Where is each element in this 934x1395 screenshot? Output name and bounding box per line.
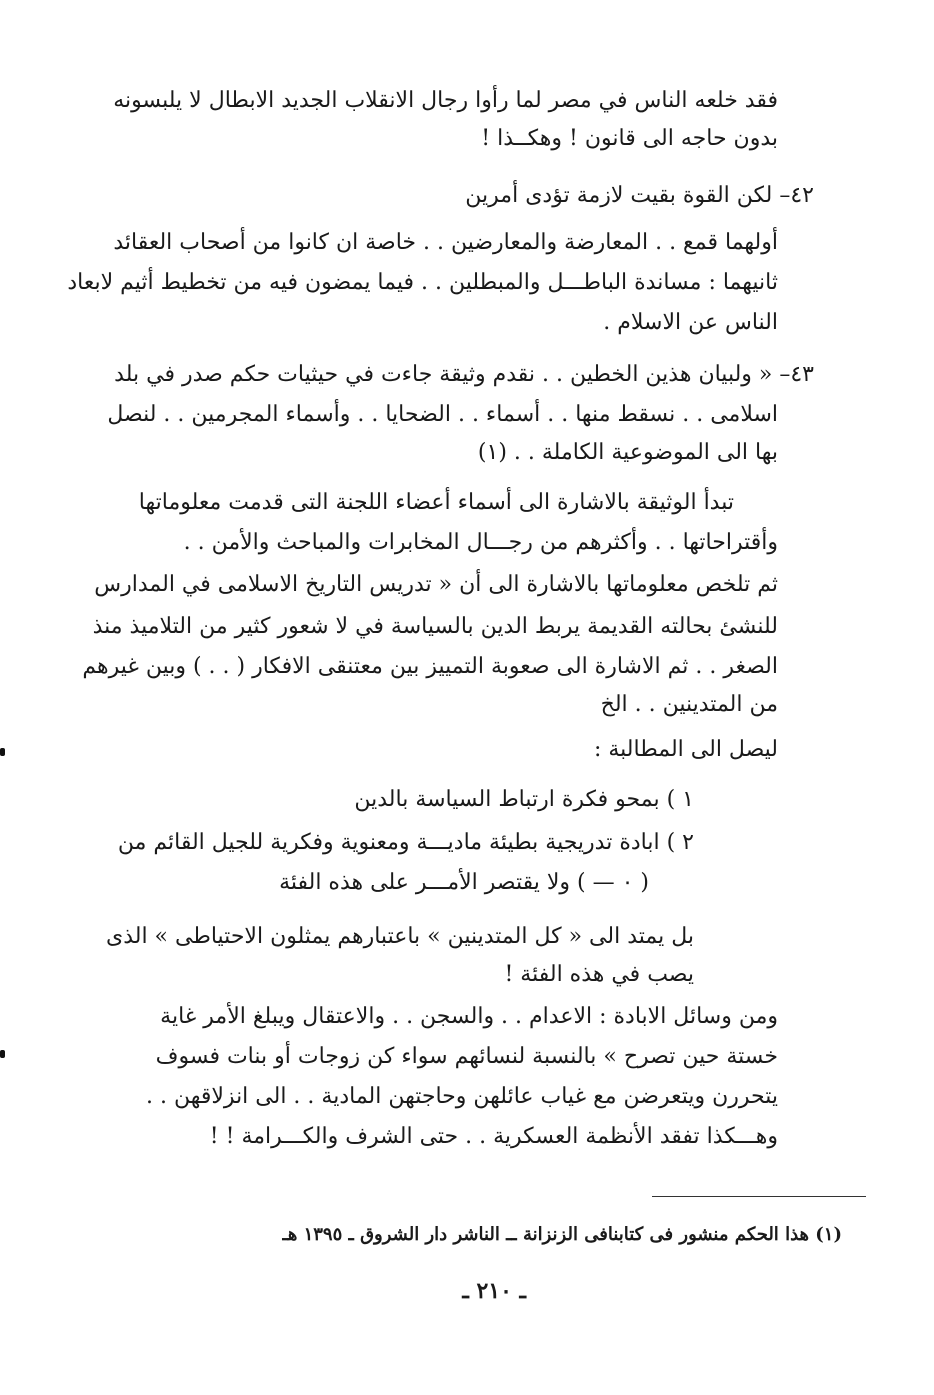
- text-line: ( ٠ — ) ولا يقتصر الأمـــر على هذه الفئة: [279, 870, 649, 895]
- text-line: للنشئ بحالته القديمة يربط الدين بالسياسة في لا شعور كثير من التلاميذ منذ: [92, 614, 778, 639]
- text-line: بدون حاجه الى قانون ! وهكــذا !: [481, 126, 778, 151]
- text-line: ثم تلخص معلوماتها بالاشارة الى أن « تدريس التاريخ الاسلامى في المدارس: [94, 572, 778, 597]
- text-line: يتحررن ويتعرضن مع غياب عائلهن وحاجتهن المادية . . الى انزلاقهن . .: [146, 1084, 778, 1109]
- text-line: وهـــكذا تفقد الأنظمة العسكرية . . حتى الشرف والكـــرامة ! !: [209, 1124, 778, 1149]
- text-line: بل يمتد الى « كل المتدينين » باعتبارهم يمثلون الاحتياطى » الذى: [105, 924, 694, 949]
- text-line: ومن وسائل الابادة : الاعدام . . والسجن . . والاعتقال ويبلغ الأمر غاية: [160, 1004, 778, 1029]
- footnote-divider: [652, 1196, 866, 1197]
- text-line: بها الى الموضوعية الكاملة . . (١): [477, 440, 778, 465]
- text-line: من المتدينين . . الخ: [600, 692, 778, 717]
- scan-mark: [0, 748, 5, 756]
- scan-mark: [0, 1050, 5, 1058]
- text-line: تبدأ الوثيقة بالاشارة الى أسماء أعضاء اللجنة التى قدمت معلوماتها: [138, 490, 734, 515]
- list-item-2: ٢ ) ابادة تدريجية بطيئة ماديـــة ومعنوية وفكرية للجيل القائم من: [117, 830, 694, 855]
- item-42-heading: ٤٢– لكن القوة بقيت لازمة تؤدى أمرين: [465, 183, 814, 208]
- list-item-1: ١ ) بمحو فكرة ارتباط السياسة بالدين: [354, 787, 694, 812]
- text-line: خستة حين تصرح » بالنسبة لنسائهم سواء كن زوجات أو بنات فسوف: [155, 1044, 778, 1069]
- text-line: ليصل الى المطالبة :: [593, 737, 778, 762]
- text-line: يصب في هذه الفئة !: [504, 962, 694, 987]
- text-line: وأقتراحاتها . . وأكثرهم من رجـــال المخابرات والمباحث والأمن . .: [183, 530, 778, 555]
- page-number: ـ ٢١٠ ـ: [462, 1278, 526, 1304]
- footnote: (١) هذا الحكم منشور فى كتابنافى الزنزانة ــ الناشر دار الشروق ـ ١٣٩٥ هـ: [282, 1224, 842, 1245]
- item-43-heading: ٤٣– « ولبيان هذين الخطين . . نقدم وثيقة جاءت في حيثيات حكم صدر في بلد: [114, 362, 814, 387]
- text-line: الصغر . . ثم الاشارة الى صعوبة التمييز بين معتنقى الافكار ( . . ) وبين غيرهم: [82, 654, 778, 679]
- text-line: فقد خلعه الناس في مصر لما رأوا رجال الانقلاب الجديد الابطال لا يلبسونه: [113, 88, 778, 113]
- text-line: أولهما قمع . . المعارضة والمعارضين . . خاصة ان كانوا من أصحاب العقائد: [113, 230, 778, 255]
- text-line: الناس عن الاسلام .: [603, 310, 778, 335]
- text-line: اسلامى . . نسقط منها . . أسماء . . الضحايا . . وأسماء المجرمين . . لنصل: [107, 402, 778, 427]
- text-line: ثانيهما : مساندة الباطـــل والمبطلين . . فيما يمضون فيه من تخطيط أثيم لابعاد: [67, 270, 778, 295]
